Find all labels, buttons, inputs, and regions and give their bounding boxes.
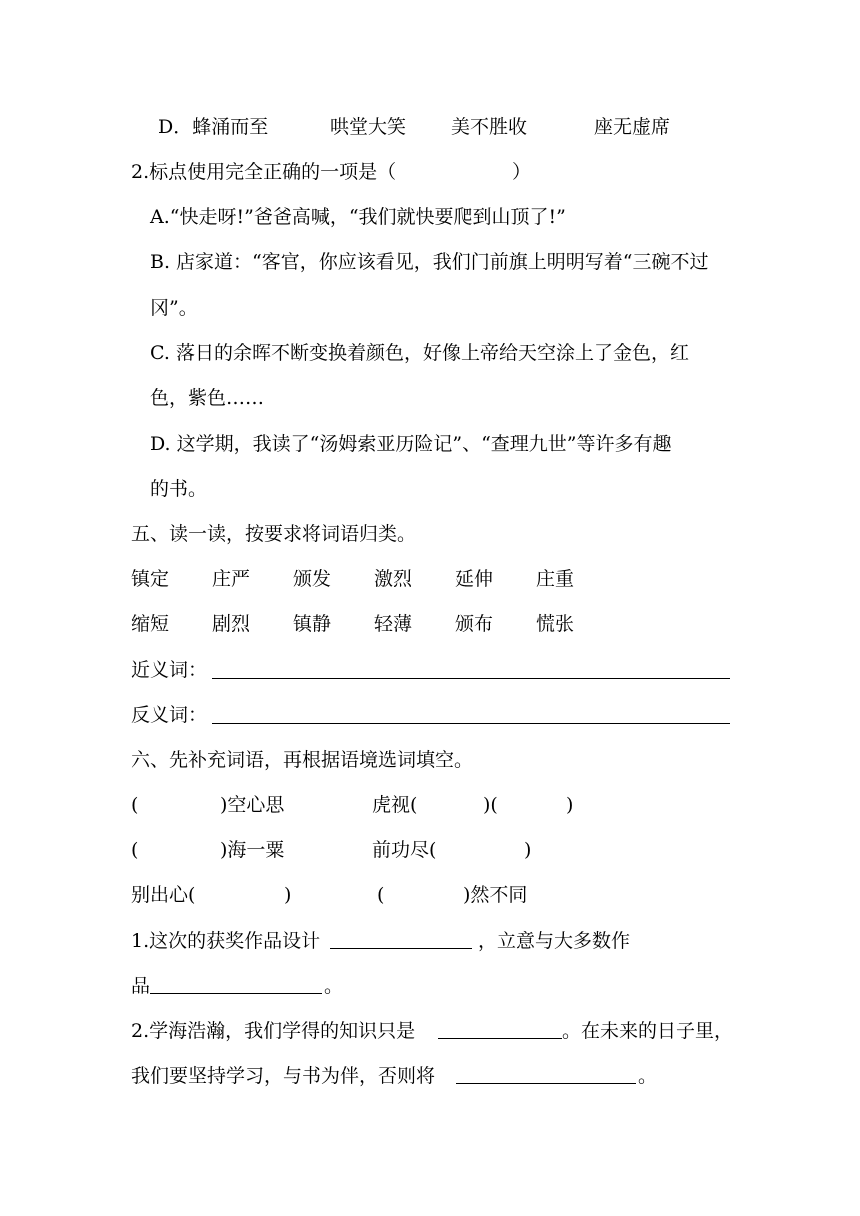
idiom-prefix: 前功尽( — [372, 839, 437, 861]
q1-option-d-word-4: 座无虚席 — [594, 116, 671, 138]
section6-heading: 六、先补充词语，再根据语境选词填空。 — [131, 749, 474, 771]
idiom-paren-open: ( — [131, 839, 139, 861]
word-item: 激烈 — [374, 568, 413, 590]
q1-option-d-word-3: 美不胜收 — [451, 116, 528, 138]
word-item: 镇定 — [131, 568, 170, 590]
word-item: 庄严 — [212, 568, 251, 590]
idiom-suffix: )然不同 — [463, 884, 528, 906]
sentence1-blank2[interactable] — [150, 993, 322, 994]
q2-option-c-line1: C. 落日的余晖不断变换着颜色，好像上帝给天空涂上了金色，红 — [150, 342, 689, 364]
idiom-paren-close: ) — [284, 884, 292, 906]
word-item: 慌张 — [536, 613, 575, 635]
sentence1-part2: ，立意与大多数作 — [478, 930, 631, 952]
q2-stem: 2.标点使用完全正确的一项是（ — [131, 161, 397, 183]
sentence1-blank1[interactable] — [330, 948, 472, 949]
sentence2-part3: 我们要坚持学习，与书为伴，否则将 — [131, 1065, 436, 1087]
q1-option-d-word-2: 哄堂大笑 — [330, 116, 407, 138]
word-item: 延伸 — [455, 568, 494, 590]
word-item: 镇静 — [293, 613, 332, 635]
synonym-label: 近义词： — [131, 659, 208, 681]
section5-heading: 五、读一读，按要求将词语归类。 — [131, 523, 417, 545]
idiom-paren-mid: )( — [483, 794, 498, 816]
sentence2-part2: 。在未来的日子里， — [562, 1020, 734, 1042]
q2-option-b-line1: B. 店家道：“客官，你应该看见，我们门前旗上明明写着“三碗不过 — [150, 251, 709, 273]
word-item: 庄重 — [536, 568, 575, 590]
sentence2-blank2[interactable] — [456, 1083, 636, 1084]
q2-option-d-line2: 的书。 — [150, 478, 208, 500]
antonym-label: 反义词： — [131, 704, 208, 726]
idiom-paren-close: ) — [566, 794, 574, 816]
sentence2-end: 。 — [638, 1065, 658, 1087]
idiom-paren-open: ( — [131, 794, 139, 816]
antonym-answer-line[interactable] — [212, 723, 730, 724]
idiom-prefix: 虎视( — [372, 794, 418, 816]
idiom-suffix: )海一粟 — [220, 839, 285, 861]
idiom-paren-open: ( — [377, 884, 385, 906]
idiom-suffix: )空心思 — [220, 794, 285, 816]
q2-option-a: A.“快走呀!”爸爸高喊，“我们就快要爬到山顶了!” — [150, 206, 566, 228]
synonym-answer-line[interactable] — [212, 678, 730, 679]
q2-stem-close: ） — [512, 161, 532, 183]
word-item: 颁布 — [455, 613, 494, 635]
q1-option-d-label: D．蜂涌而至 — [158, 116, 269, 138]
word-item: 剧烈 — [212, 613, 251, 635]
word-item: 缩短 — [131, 613, 170, 635]
sentence1-part3: 品 — [131, 975, 151, 997]
q2-option-c-line2: 色，紫色…… — [150, 387, 265, 409]
word-item: 颁发 — [293, 568, 332, 590]
idiom-paren-close: ) — [524, 839, 532, 861]
q2-option-b-line2: 冈”。 — [150, 297, 198, 319]
idiom-prefix: 别出心( — [131, 884, 196, 906]
sentence1-end: 。 — [324, 975, 344, 997]
sentence2-part1: 2.学海浩瀚，我们学得的知识只是 — [131, 1020, 416, 1042]
sentence2-blank1[interactable] — [438, 1038, 562, 1039]
word-item: 轻薄 — [374, 613, 413, 635]
sentence1-part1: 1.这次的获奖作品设计 — [131, 930, 321, 952]
q2-option-d-line1: D. 这学期，我读了“汤姆索亚历险记”、“查理九世”等许多有趣 — [150, 433, 672, 455]
